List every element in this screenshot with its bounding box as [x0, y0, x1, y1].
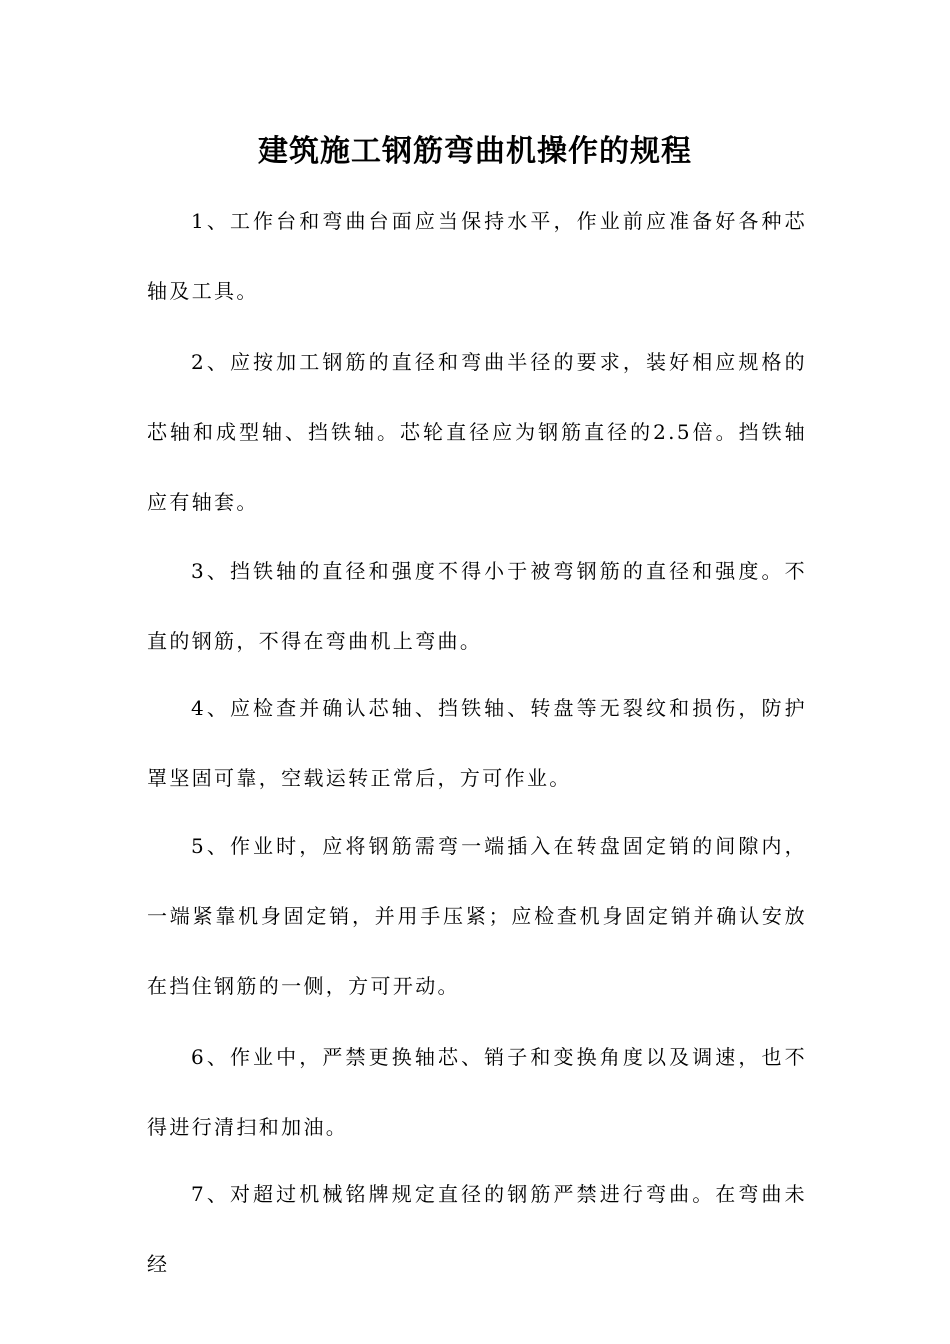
paragraph-1: 1、工作台和弯曲台面应当保持水平，作业前应准备好各种芯轴及工具。: [147, 209, 807, 303]
paragraph-4: 4、应检查并确认芯轴、挡铁轴、转盘等无裂纹和损伤，防护罩坚固可靠，空载运转正常后，方可作业。: [147, 696, 807, 790]
paragraph-6: 6、作业中，严禁更换轴芯、销子和变换角度以及调速，也不得进行清扫和加油。: [147, 1045, 807, 1139]
paragraph-3: 3、挡铁轴的直径和强度不得小于被弯钢筋的直径和强度。不直的钢筋，不得在弯曲机上弯曲。: [147, 559, 807, 653]
paragraph-5: 5、作业时，应将钢筋需弯一端插入在转盘固定销的间隙内，一端紧靠机身固定销，并用手压紧；应检查机身固定销并确认安放在挡住钢筋的一侧，方可开动。: [147, 834, 807, 998]
document-title: 建筑施工钢筋弯曲机操作的规程: [258, 134, 692, 169]
paragraph-2: 2、应按加工钢筋的直径和弯曲半径的要求，装好相应规格的芯轴和成型轴、挡铁轴。芯轮直径应为钢筋直径的2.5倍。挡铁轴应有轴套。: [147, 350, 807, 514]
paragraph-7: 7、对超过机械铭牌规定直径的钢筋严禁进行弯曲。在弯曲未经: [147, 1182, 807, 1276]
